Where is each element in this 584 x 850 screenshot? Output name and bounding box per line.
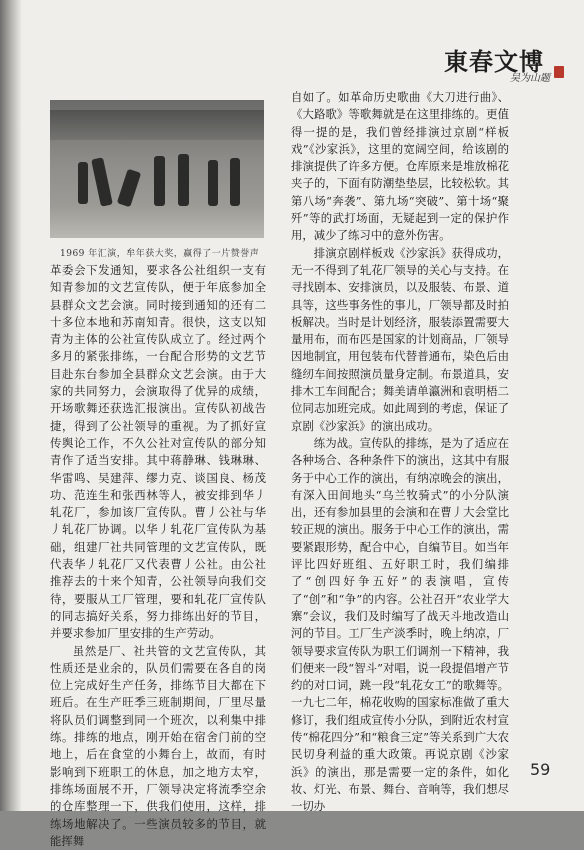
paragraph: 练为战。宣传队的排练，是为了适应在各种场合、各种条件下的演出，这其中有服务于中心工作的演出，有纳凉晚会的演出，有深入田间地头“乌兰牧骑式”的小分队演出，还有参加县里的会演和在曹丿大会堂比较正规的演出。服务于中心工作的演出，需要紧跟形势，配合中心，自编节目。如当年评比四好班组、五好职工时，我们编排了“创四好争五好”的表演唱，宣传了“创”和“争”的内容。公社召开“农业学大寨”会议，我们及时编写了战天斗地改造山河的节目。工厂生产淡季时，晚上纳凉，厂领导要求宣传队为职工们调剂一下精神，我们便来一段“智斗”对唱，说一段提倡增产节约的对口词，跳一段“轧花女工”的歌舞等。一九七二年，棉花收购的国家标准做了重大修订，我们组成宣传小分队，到附近农村宣传“棉花四分”和“粮食三定”等关系到广大农民切身利益的重大政策。再说京剧《沙家浜》的演出，那是需要一定的条件，如化妆、灯光、布景、舞台、音响等，我们想尽一切办 <box>291 435 509 814</box>
paragraph: 排演京剧样板戏《沙家浜》获得成功，无一不得到了轧花厂领导的关心与支持。在寻找剧本、安排演员，以及服装、布景、道具等，这些事务性的事儿，厂领导都及时拍板解决。当时是计划经济，服装添置需要大量用布，而布匹是国家的计划商品，厂领导因地制宜，用包装布代替普通布，染色后由缝纫车间按照演员量身定制。布景道具，安排木工车间配合；舞美请单瀛洲和袁明梧二位同志加班完成。如此周到的考虑，保证了京剧《沙家浜》的演出成功。 <box>291 245 509 433</box>
paragraph: 自如了。如革命历史歌曲《大刀进行曲》、《大路歌》等歌舞就是在这里排练的。更值得一提的是，我们曾经排演过京剧“样板戏”《沙家浜》，这里的宽阔空间，给该剧的排演提供了许多方便。仓库原来是堆放棉花夹子的，下面有防潮垫垫层，比较松软。其第八场“奔袭”、第九场“突破”、第十场“聚歼”等的武打场面，无疑起到一定的保护作用，减少了练习中的意外伤害。 <box>291 90 509 243</box>
performer-figure <box>91 157 113 206</box>
performer-figure <box>208 160 218 206</box>
calligraphy-signature: 吴为山题 <box>510 73 550 84</box>
column-title: 東春文博 <box>444 47 544 76</box>
page-number: 59 <box>530 760 551 779</box>
photo-caption: 1969 年汇演，牟年获大奖，赢得了一片赞誉声 <box>60 249 260 259</box>
performer-figure <box>78 162 88 204</box>
right-text-column <box>291 89 509 815</box>
performer-figure <box>117 169 141 208</box>
paragraph: 革委会下发通知，要求各公社组织一支有知青参加的文艺宣传队，便于年底参加全县群众文艺会演。同时接到通知的还有二十多位本地和苏南知青。很快，这支以知青为主体的公社宣传队成立了。经过两个多月的紧张排练，一台配合形势的文艺节目赴东台参加全县群众文艺会演。由于大家的共同努力，会演取得了优异的成绩，开场歌舞还获选汇报演出。宣传队初战告捷，得到了公社领导的重视。为了抓好宣传舆论工作，不久公社对宣传队的部分知青作了适当安排。其中蒋静琳、钱琳琳、华雷鸣、吴建萍、缪力克、谈国良、杨茂功、范连生和张西林等人，被安排到华丿轧花厂，参加该厂宣传队。曹丿公社与华丿轧花厂协调。以华丿轧花厂宣传队为基础，组建厂社共同管理的文艺宣传队，既代表华丿轧花厂又代表曹丿公社。由公社推荐去的十来个知青，公社领导向我们交待，要服从工厂管理，要和轧花厂宣传队的同志搞好关系，努力排练出好的节目，并要求参加厂里安排的生产劳动。 <box>50 263 266 641</box>
paragraph: 虽然是厂、社共管的文艺宣传队，其性质还是业余的，队员们需要在各自的岗位上完成好生产任务，排练节目大都在下班后。在生产旺季三班制期间，厂里尽量将队员们调整到同一个班次，以利集中排练。排练的地点，刚开始在宿舍门前的空地上，后在食堂的小舞台上，故而，有时影响到下班职工的休息，加之地方太窄，排练场面展不开，厂领导决定将流季空余的仓库整理一下，供我们使用，这样，排练场地解决了。一些演员较多的节目，就能挥舞 <box>50 643 266 848</box>
performer-figure <box>230 158 240 206</box>
red-seal-stamp <box>554 66 564 78</box>
performer-figure <box>154 156 165 206</box>
left-text-column <box>50 262 266 850</box>
historical-photo <box>50 100 264 238</box>
performer-figure <box>178 154 189 206</box>
